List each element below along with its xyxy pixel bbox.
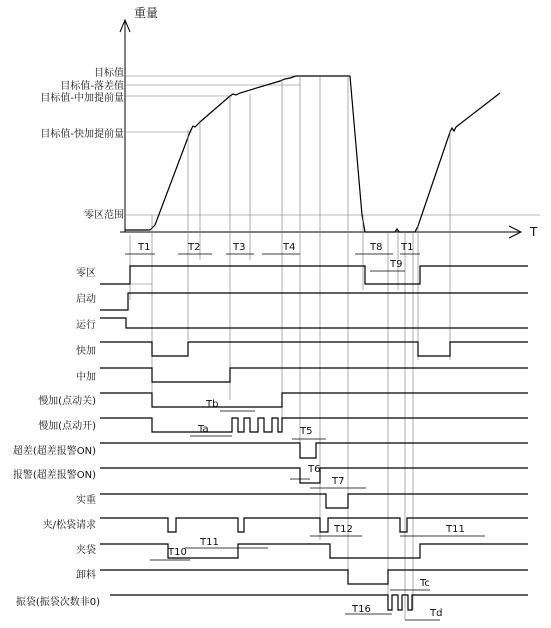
level-target-minus-mid-advance: 目标值-中加提前量 — [40, 93, 124, 104]
signal-label-over-tolerance: 超差(超差报警ON) — [12, 446, 96, 457]
label-t8: T8 — [370, 242, 383, 253]
label-tc: Tc — [420, 578, 430, 589]
signal-bag-clamp — [100, 544, 528, 558]
label-t12: T12 — [334, 524, 353, 535]
signal-label-start: 启动 — [76, 294, 96, 305]
signal-label-running: 运行 — [76, 320, 96, 331]
signal-actual-weight — [100, 494, 528, 508]
signal-label-bag-clamp: 夹袋 — [76, 545, 96, 556]
label-t4: T4 — [283, 242, 296, 253]
weight-curve-discharge — [350, 76, 500, 232]
weight-curve-fill — [125, 76, 350, 230]
level-target-minus-fall: 目标值-落差值 — [60, 81, 124, 92]
timing-arrows-bottom — [150, 411, 485, 620]
signal-slow-feed-off — [100, 393, 528, 407]
signal-zero-zone — [100, 266, 528, 284]
signal-bag-shake — [110, 595, 528, 610]
signal-label-slow-feed-on: 慢加(点动开) — [38, 421, 96, 432]
label-t7: T7 — [332, 476, 345, 487]
level-zero-range: 零区范围 — [84, 210, 124, 221]
signal-running — [100, 318, 528, 328]
label-t1b: T1 — [401, 242, 414, 253]
label-t6: T6 — [308, 464, 321, 475]
label-ta: Ta — [198, 424, 209, 435]
signal-label-discharge: 卸料 — [76, 570, 96, 581]
label-t11b: T11 — [446, 524, 465, 535]
timing-arrows-top — [125, 254, 420, 271]
label-t10: T10 — [168, 547, 187, 558]
label-t5: T5 — [300, 426, 313, 437]
signal-start — [100, 293, 528, 310]
signal-labels — [13, 267, 100, 608]
signal-over-tolerance — [100, 443, 528, 458]
signal-label-mid-feed: 中加 — [76, 372, 96, 383]
label-t2: T2 — [188, 242, 201, 253]
signal-discharge — [100, 570, 528, 584]
event-guides — [130, 76, 450, 620]
label-td: Td — [430, 608, 443, 619]
level-target-minus-fast-advance: 目标值-快加提前量 — [40, 129, 124, 140]
signal-label-bag-shake: 振袋(振袋次数非0) — [15, 597, 100, 608]
label-t11: T11 — [200, 537, 219, 548]
label-t3: T3 — [233, 242, 246, 253]
label-t9: T9 — [390, 259, 403, 270]
signal-fast-feed — [100, 342, 528, 356]
label-t1: T1 — [138, 242, 151, 253]
label-tb: Tb — [206, 399, 219, 410]
y-axis-title: 重量 — [134, 6, 159, 20]
signal-label-bag-request: 夹/松袋请求 — [42, 520, 96, 531]
signal-label-slow-feed-off: 慢加(点动关) — [38, 396, 96, 407]
x-axis-title: T — [530, 225, 538, 239]
signal-label-zero-zone: 零区 — [76, 268, 96, 279]
level-target: 目标值 — [94, 68, 124, 79]
signal-slow-feed-on — [100, 418, 528, 432]
label-t16: T16 — [352, 604, 371, 615]
signal-label-actual-weight: 实重 — [76, 495, 96, 506]
signal-mid-feed — [100, 368, 528, 382]
signal-label-alarm: 报警(超差报警ON) — [12, 470, 96, 481]
signal-label-fast-feed: 快加 — [76, 346, 96, 357]
